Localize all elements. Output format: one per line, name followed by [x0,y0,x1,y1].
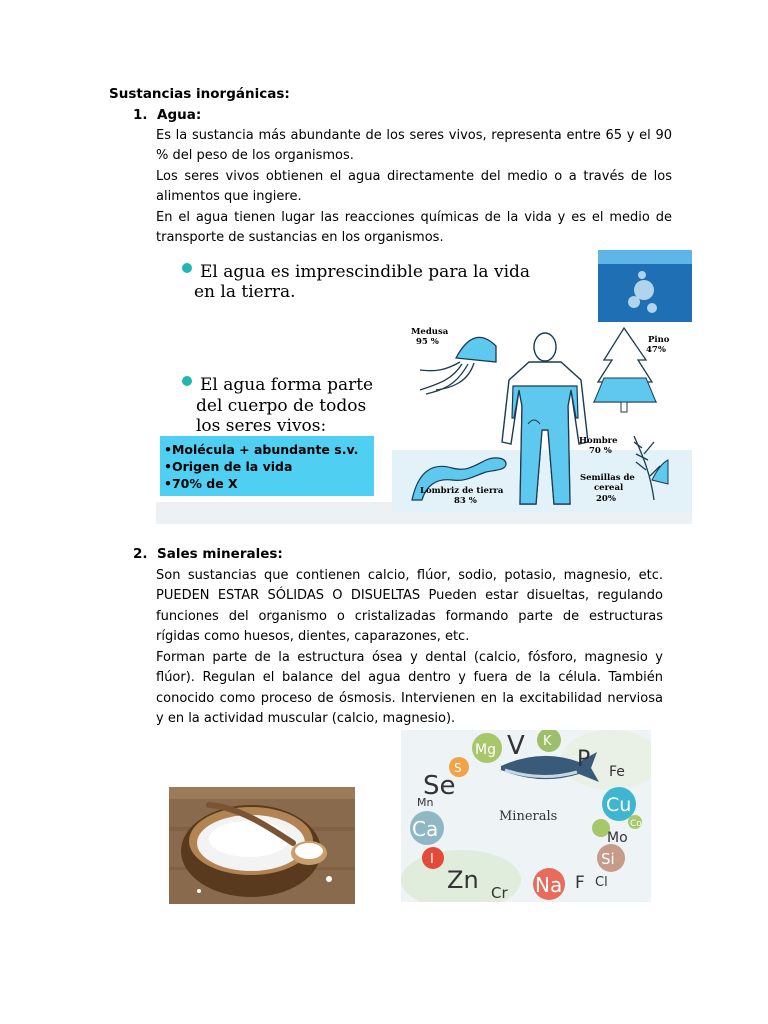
label-semillas-pct: 20% [596,494,616,504]
element-Mn: Mn [417,796,434,809]
element-Zn: Zn [447,866,479,894]
element-Mg: Mg [475,742,496,758]
water-paragraph-1: Es la sustancia más abundante de los seres vivos, representa entre 65 y el 90 % del peso de los organismos. [156,128,672,164]
label-hombre-pct: 70 % [589,446,612,456]
label-pino-pct: 47% [646,345,666,355]
minerals-center-label: Minerals [499,809,558,824]
minerals-paragraph-2: Forman parte de la estructura ósea y dental (calcio, fósforo, magnesio y flúor). Regulan el balance del agua dentro y fuera de la célula. También conocido como proceso de ósmosis. Intervienen en la excitabilidad nerviosa y en la actividad muscular (calcio, magnesio). [156,650,663,726]
element-F: F [575,873,585,893]
fig-line-1b: en la tierra. [194,282,296,302]
label-lombriz-pct: 83 % [454,496,477,506]
element-Se: Se [423,771,456,801]
water-paragraph-2: Los seres vivos obtienen el agua directamente del medio o a través de los alimentos que ingiere. [156,169,672,205]
element-K: K [543,734,552,749]
summary-line-3: •70% de X [164,476,238,491]
label-pino: Pino [648,335,670,345]
element-I: I [430,852,434,867]
label-cereal: cereal [594,483,624,493]
section-title: Agua: [157,107,202,123]
fig-line-2b: del cuerpo de todos [196,396,367,416]
fig-line-2a: El agua forma parte [200,375,374,395]
element-S: S [454,761,462,775]
label-medusa: Medusa [411,327,449,337]
minerals-paragraph-1: Son sustancias que contienen calcio, flúor, sodio, potasio, magnesio, etc. PUEDEN ESTAR SÓLIDAS O DISUELTAS Pueden estar disueltas, regulando funciones del organismo o cristalizadas formando parte de estructuras rígidas como huesos, dientes, caparazones, etc. [156,568,663,644]
label-lombriz: Lombriz de tierra [420,486,504,496]
bullet-dot-icon [182,263,192,273]
element-Co: Co [630,819,642,829]
element-Ca: Ca [412,817,439,841]
water-paragraph-3: En el agua tienen lugar las reacciones químicas de la vida y es el medio de transporte de sustancias en los organismos. [156,210,672,246]
section-minerals-title [133,546,283,562]
page-heading: Sustancias inorgánicas: [109,86,290,102]
label-semillas: Semillas de [580,473,635,483]
label-medusa-pct: 95 % [416,337,439,347]
element-Na: Na [535,873,563,897]
element-Cl: Cl [595,875,608,890]
summary-line-2: •Origen de la vida [164,459,293,474]
element-Fe: Fe [609,764,625,780]
section-number: 2. [133,546,148,562]
section-title: Sales minerales: [157,546,283,562]
section-number: 1. [133,107,148,123]
summary-line-1: •Molécula + abundante s.v. [164,442,359,457]
element-P: P [577,747,591,772]
section-water-title [133,107,201,123]
element-Cu: Cu [606,794,632,816]
element-Cr: Cr [491,884,508,902]
fig-line-1a: El agua es imprescindible para la vida [200,262,531,282]
salt-bowl-photo [169,787,355,904]
element-Si: Si [601,850,615,868]
element-V: V [507,731,525,761]
minerals-figure [401,730,651,902]
element-Mo: Mo [607,830,628,846]
water-figure [156,250,692,524]
water-figure-graphic [156,250,692,524]
water-bubbles-photo [598,250,692,322]
fig-line-2c: los seres vivos: [196,416,327,436]
bullet-dot-icon [182,376,192,386]
label-hombre: Hombre [579,436,618,446]
